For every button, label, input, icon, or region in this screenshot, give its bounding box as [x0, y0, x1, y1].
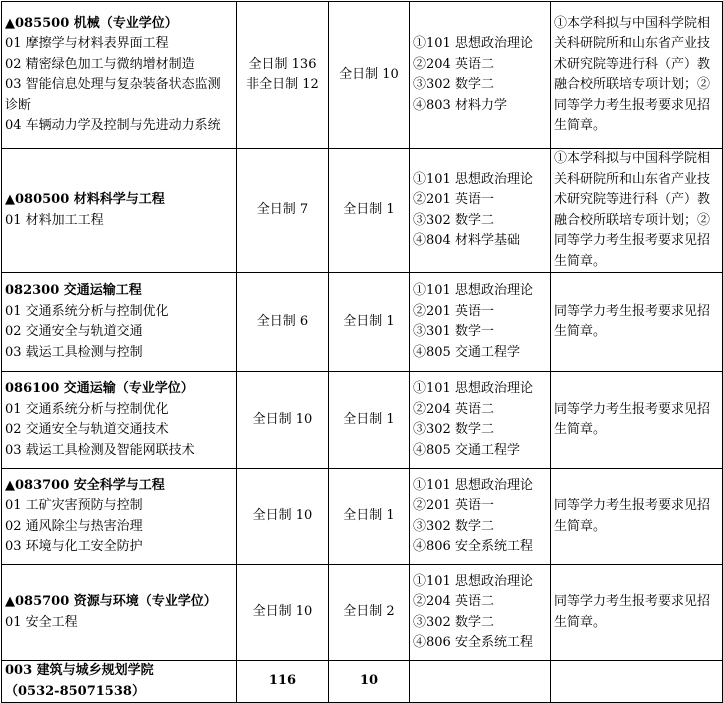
- exam-subject: ②204 英语二: [413, 401, 494, 417]
- plan-cell: [237, 149, 329, 273]
- major-cell: [2, 469, 237, 565]
- exam-subjects-cell: [410, 149, 551, 273]
- exam-subject: ④803 材料力学: [413, 97, 507, 113]
- plan-cell: [237, 565, 329, 661]
- notes-cell: [551, 2, 723, 149]
- table-row: [2, 273, 723, 372]
- recommended-count: 全日制 1: [343, 202, 395, 218]
- exam-subject: ②201 英语一: [413, 303, 494, 319]
- table-row: [2, 149, 723, 273]
- enrollment-plan: 全日制 136: [248, 56, 317, 72]
- college-summary-row: [2, 661, 723, 703]
- exam-subjects-cell: [410, 2, 551, 149]
- major-title: ▲083700 安全科学与工程: [5, 477, 165, 493]
- notes-text: ①本学科拟与中国科学院相关科研院所和山东省产业技术研究院等进行科（产）教融合校所联培专项计划；②同等学力考生报考要求见招生简章。: [554, 151, 711, 269]
- notes-cell: [551, 149, 723, 273]
- major-cell: [2, 149, 237, 273]
- major-cell: [2, 372, 237, 469]
- exam-subject: ③302 数学二: [413, 77, 494, 92]
- notes-cell: [551, 372, 723, 469]
- notes-text: 同等学力考生报考要求见招生简章。: [554, 303, 711, 339]
- exam-subject: ④806 安全系统工程: [413, 539, 533, 554]
- table-row: [2, 372, 723, 469]
- recommended-count: 全日制 1: [343, 411, 395, 427]
- exam-subject: ②201 英语一: [413, 192, 494, 207]
- enrollment-plan: 全日制 10: [252, 604, 313, 620]
- exam-subjects-cell: [410, 372, 551, 469]
- college-recommended-total-cell: [329, 661, 410, 703]
- exam-subject: ①101 思想政治理论: [413, 36, 533, 51]
- college-phone: （0532-85071538）: [5, 683, 145, 699]
- recommended-cell: [329, 2, 410, 149]
- enrollment-plan: 全日制 10: [252, 508, 313, 524]
- research-direction: 03 载运工具检测与控制: [5, 344, 143, 360]
- exam-subject: ①101 思想政治理论: [413, 171, 533, 187]
- research-direction: 04 车辆动力学及控制与先进动力系统: [5, 118, 221, 133]
- exam-subject: ④805 交通工程学: [413, 442, 520, 458]
- recommended-cell: [329, 469, 410, 565]
- research-direction: 02 交通安全与轨道交通: [5, 324, 143, 339]
- college-cell: [2, 661, 237, 703]
- notes-cell: [551, 273, 723, 372]
- exam-subject: ②204 英语二: [413, 56, 494, 72]
- research-direction: 01 交通系统分析与控制优化: [5, 401, 169, 417]
- table-row: [2, 2, 723, 149]
- exam-subject: ④804 材料学基础: [413, 233, 520, 248]
- exam-subjects-cell: [410, 469, 551, 565]
- research-direction: 01 工矿灾害预防与控制: [5, 498, 143, 513]
- plan-cell: [237, 372, 329, 469]
- research-direction: 01 交通系统分析与控制优化: [5, 303, 169, 319]
- exam-subject: ③301 数学一: [413, 324, 494, 339]
- research-direction: 01 摩擦学与材料表界面工程: [5, 36, 169, 51]
- recommended-count: 全日制 1: [343, 508, 395, 524]
- exam-subject: ①101 思想政治理论: [413, 283, 533, 298]
- major-title: ▲085500 机械（专业学位）: [5, 15, 178, 31]
- exam-subject: ①101 思想政治理论: [413, 573, 533, 589]
- plan-cell: [237, 273, 329, 372]
- exam-subject: ②201 英语一: [413, 498, 494, 513]
- research-direction: 02 通风除尘与热害治理: [5, 518, 143, 534]
- major-cell: [2, 273, 237, 372]
- exam-subjects-cell: [410, 273, 551, 372]
- plan-cell: [237, 469, 329, 565]
- college-title: 003 建筑与城乡规划学院: [5, 663, 154, 678]
- enrollment-plan: 全日制 7: [256, 202, 309, 218]
- table-body: [2, 2, 723, 703]
- exam-subject: ②204 英语二: [413, 594, 494, 609]
- college-recommended-total: 10: [359, 673, 379, 689]
- recommended-count: 全日制 2: [343, 604, 395, 620]
- recommended-cell: [329, 149, 410, 273]
- exam-subject: ①101 思想政治理论: [413, 477, 533, 493]
- table-row: [2, 469, 723, 565]
- recommended-cell: [329, 372, 410, 469]
- notes-text: 同等学力考生报考要求见招生简章。: [554, 401, 711, 437]
- research-direction: 03 智能信息处理与复杂装备状态监测诊断: [5, 77, 221, 113]
- college-plan-total-cell: [237, 661, 329, 703]
- recommended-cell: [329, 273, 410, 372]
- exam-subject: ①101 思想政治理论: [413, 381, 533, 396]
- exam-subject: ③302 数学二: [413, 422, 494, 437]
- table-row: [2, 565, 723, 661]
- exam-subject: ④806 安全系统工程: [413, 635, 533, 650]
- notes-cell: [551, 469, 723, 565]
- enrollment-plan: 非全日制 12: [246, 77, 319, 92]
- recommended-count: 全日制 10: [339, 66, 399, 82]
- enrollment-plan: 全日制 6: [256, 313, 309, 329]
- exam-subject: ③302 数学二: [413, 518, 494, 534]
- research-direction: 01 安全工程: [5, 614, 78, 630]
- research-direction: 02 交通安全与轨道交通技术: [5, 422, 169, 437]
- enrollment-plan: 全日制 10: [252, 411, 313, 427]
- exam-subject: ③302 数学二: [413, 212, 494, 228]
- exam-subject: ③302 数学二: [413, 614, 494, 630]
- plan-cell: [237, 2, 329, 149]
- major-title: 082300 交通运输工程: [5, 283, 142, 298]
- major-cell: [2, 2, 237, 149]
- notes-text: ①本学科拟与中国科学院相关科研院所和山东省产业技术研究院等进行科（产）教融合校所联培专项计划；②同等学力考生报考要求见招生简章。: [554, 15, 711, 133]
- major-title: ▲085700 资源与环境（专业学位）: [5, 594, 217, 609]
- major-cell: [2, 565, 237, 661]
- notes-cell: [551, 565, 723, 661]
- empty-cell: [551, 661, 723, 703]
- college-plan-total: 116: [268, 673, 297, 689]
- major-title: 086100 交通运输（专业学位）: [5, 381, 194, 396]
- empty-cell: [410, 661, 551, 703]
- major-title: ▲080500 材料科学与工程: [5, 192, 165, 207]
- exam-subject: ④805 交通工程学: [413, 344, 520, 360]
- recommended-cell: [329, 565, 410, 661]
- research-direction: 03 环境与化工安全防护: [5, 539, 143, 554]
- research-direction: 02 精密绿色加工与微纳增材制造: [5, 56, 195, 72]
- research-direction: 03 载运工具检测及智能网联技术: [5, 442, 195, 458]
- research-direction: 01 材料加工工程: [5, 212, 104, 228]
- exam-subjects-cell: [410, 565, 551, 661]
- notes-text: 同等学力考生报考要求见招生简章。: [554, 594, 711, 630]
- recommended-count: 全日制 1: [343, 313, 395, 329]
- notes-text: 同等学力考生报考要求见招生简章。: [554, 498, 711, 534]
- admissions-table: [1, 1, 723, 703]
